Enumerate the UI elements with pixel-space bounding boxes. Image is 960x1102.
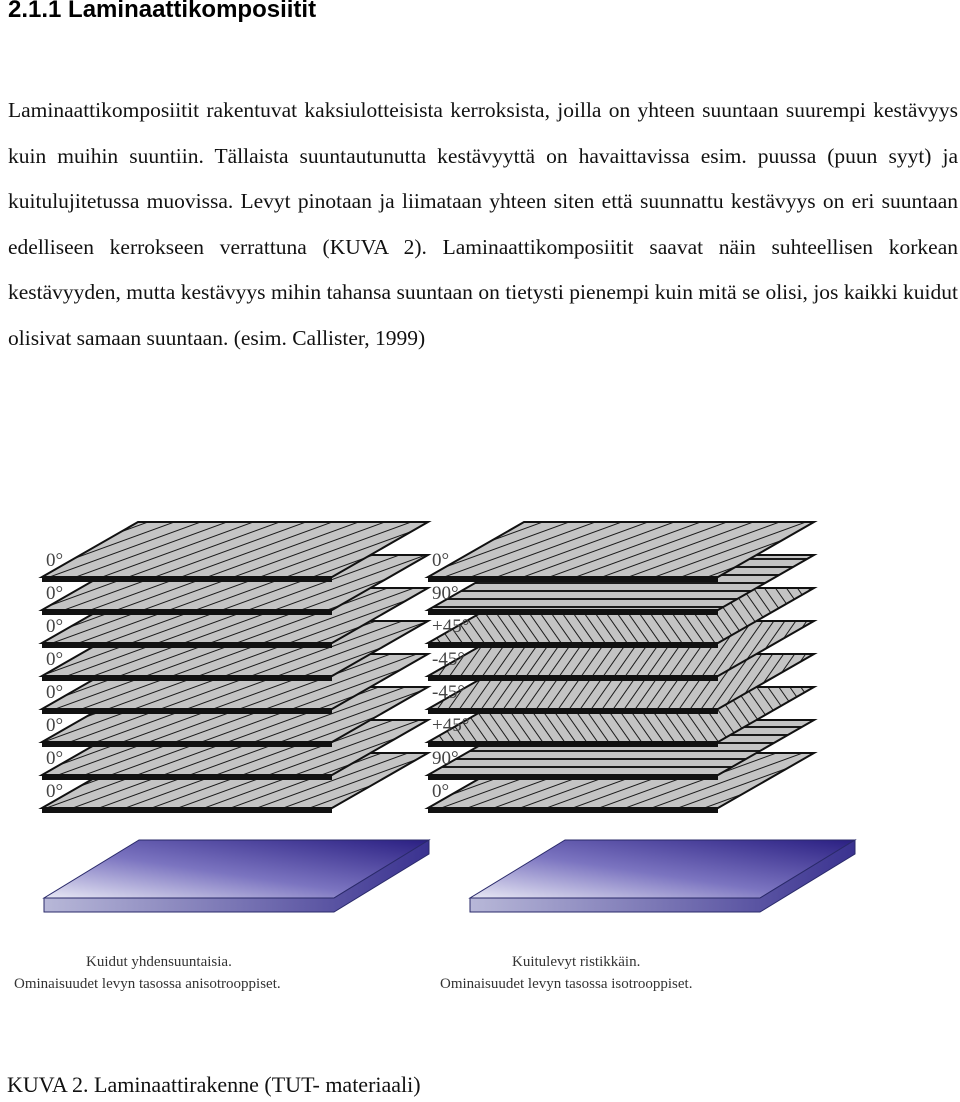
left-caption-line2: Ominaisuudet levyn tasossa anisotrooppiset. — [14, 976, 281, 992]
left-caption-line1: Kuidut yhdensuuntaisia. — [86, 954, 232, 970]
right-stack-layer-edge — [428, 775, 718, 780]
right-stack-layer-edge — [428, 643, 718, 648]
left-stack-angle-label: 0° — [46, 748, 64, 769]
right-stack-layer-edge — [428, 676, 718, 681]
left-stack-layer-edge — [42, 775, 332, 780]
left-stack-angle-label: 0° — [46, 682, 64, 703]
left-stack-layer-edge — [42, 742, 332, 747]
laminate-diagram — [0, 470, 960, 1010]
right-stack-angle-label: +45° — [432, 616, 470, 637]
right-stack-angle-label: -45° — [432, 649, 465, 670]
right-stack-angle-label: 90° — [432, 583, 459, 604]
right-caption-line2: Ominaisuudet levyn tasossa isotrooppiset. — [440, 976, 693, 992]
right-stack-layer-edge — [428, 709, 718, 714]
left-stack-layer-edge — [42, 610, 332, 615]
left-stack-angle-label: 0° — [46, 781, 64, 802]
right-stack-angle-label: 90° — [432, 748, 459, 769]
right-stack-angle-label: -45° — [432, 682, 465, 703]
right-stack-layer-edge — [428, 610, 718, 615]
left-stack-layer-edge — [42, 676, 332, 681]
right-stack-layer-edge — [428, 742, 718, 747]
right-caption-line1: Kuitulevyt ristikkäin. — [512, 954, 641, 970]
left-stack-angle-label: 0° — [46, 550, 64, 571]
left-stack-angle-label: 0° — [46, 616, 64, 637]
left-stack-angle-label: 0° — [46, 649, 64, 670]
right-stack-angle-label: 0° — [432, 781, 450, 802]
left-stack-layer-edge — [42, 709, 332, 714]
left-stack-angle-label: 0° — [46, 715, 64, 736]
laminate-figure — [0, 470, 960, 1010]
right-stack-angle-label: 0° — [432, 550, 450, 571]
right-stack-layer-edge — [428, 577, 718, 582]
figure-caption: KUVA 2. Laminaattirakenne (TUT- materiaali) — [7, 1072, 421, 1097]
left-stack-angle-label: 0° — [46, 583, 64, 604]
section-heading: 2.1.1 Laminaattikomposiitit — [8, 0, 317, 23]
left-stack-layer-edge — [42, 808, 332, 813]
left-stack-layer-edge — [42, 643, 332, 648]
body-paragraph: Laminaattikomposiitit rakentuvat kaksiulotteisista kerroksista, joilla on yhteen suuntaan suurempi kestävyys kuin muihin suuntiin. Tällaista suuntautunutta kestävyyttä on havaittavissa esim. puussa (puun syyt) ja kuitulujitetussa muovissa. Levyt pinotaan ja liimataan yhteen siten että suunnattu kestävyys on eri suuntaan edelliseen kerrokseen verrattuna (KUVA 2). Laminaattikomposiitit saavat näin suhteellisen korkean kestävyyden, mutta kestävyys mihin tahansa suuntaan on tietysti pienempi kuin mitä se olisi, jos kaikki kuidut olisivat samaan suuntaan. (esim. Callister, 1999) — [8, 98, 958, 350]
right-stack-layer-edge — [428, 808, 718, 813]
right-stack-angle-label: +45° — [432, 715, 470, 736]
left-stack-layer-edge — [42, 577, 332, 582]
